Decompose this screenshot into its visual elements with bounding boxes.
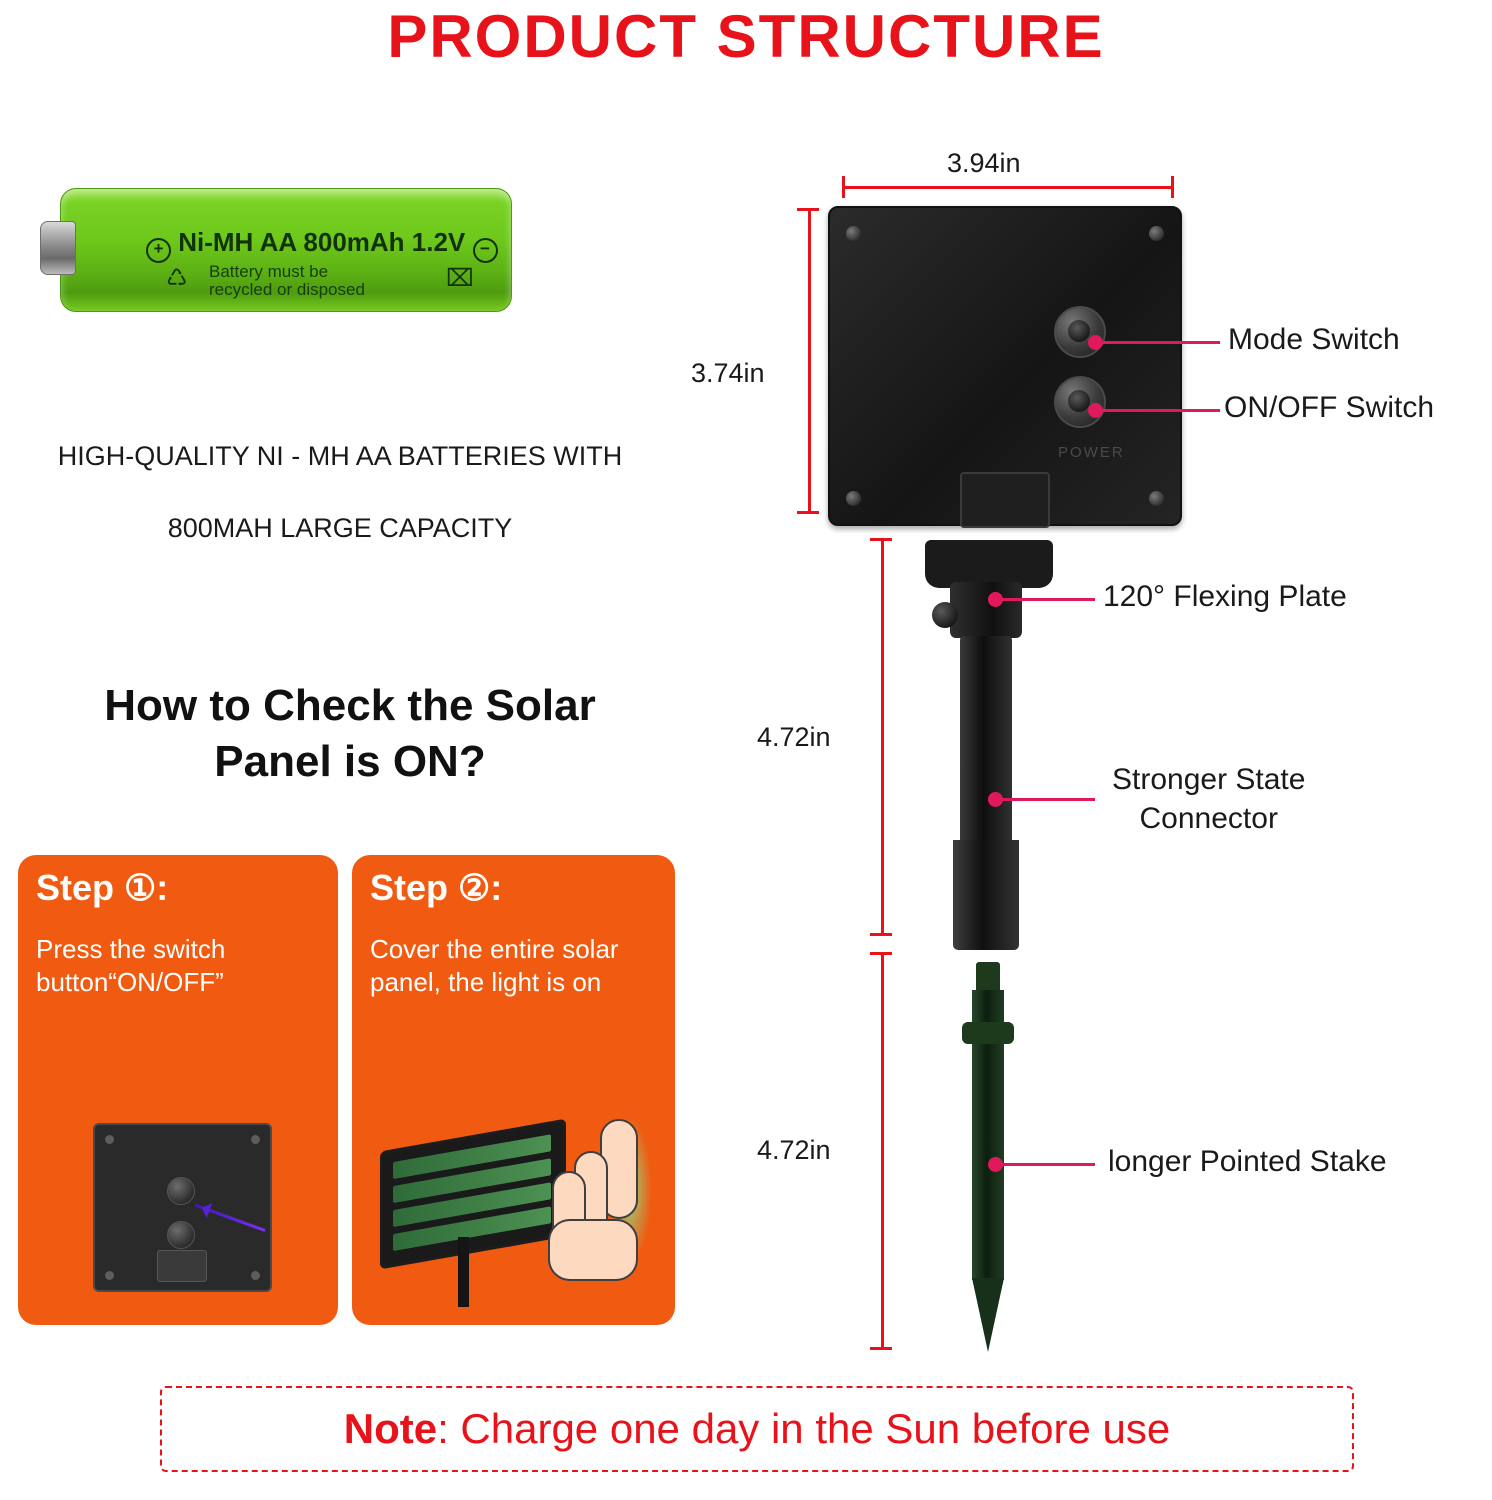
solar-panel-icon bbox=[380, 1119, 566, 1270]
screw-icon bbox=[846, 226, 861, 241]
dimension-label-width: 3.94in bbox=[947, 148, 1021, 178]
battery-caption-line2: 800MAH LARGE CAPACITY bbox=[167, 513, 513, 543]
step-1-panel-photo bbox=[93, 1123, 272, 1292]
mode-switch-button[interactable] bbox=[1054, 306, 1106, 358]
dimension-label-stake: 4.72in bbox=[757, 1135, 831, 1165]
dimension-tick bbox=[870, 933, 892, 936]
state-connector-lower-tube bbox=[953, 840, 1019, 950]
battery-illustration bbox=[38, 175, 513, 330]
screw-icon bbox=[105, 1135, 114, 1144]
solar-panel-pole bbox=[458, 1237, 469, 1307]
step-2-text: Cover the entire solar panel, the light is on bbox=[370, 934, 619, 997]
battery-minus-icon: − bbox=[473, 238, 498, 263]
battery-body bbox=[60, 188, 512, 312]
note-prefix: Note bbox=[343, 1405, 438, 1452]
screw-icon bbox=[251, 1271, 260, 1280]
callout-label-state-connector-line2: Connector bbox=[1139, 802, 1278, 835]
callout-label-onoff-switch: ON/OFF Switch bbox=[1224, 391, 1435, 424]
note-body: : Charge one day in the Sun before use bbox=[437, 1405, 1171, 1452]
screw-icon bbox=[1149, 226, 1164, 241]
dimension-line-panel-height bbox=[808, 208, 811, 514]
onoff-switch-button[interactable] bbox=[1054, 376, 1106, 428]
callout-line-flexing-plate bbox=[995, 598, 1095, 601]
screw-icon bbox=[1149, 491, 1164, 506]
callout-line-onoff-switch bbox=[1095, 409, 1220, 412]
page-title: PRODUCT STRUCTURE bbox=[387, 3, 1105, 70]
onoff-switch-button-mini[interactable] bbox=[167, 1221, 195, 1249]
recycle-icon: ♺ bbox=[166, 265, 188, 292]
power-label: POWER bbox=[1058, 444, 1125, 461]
flex-knob bbox=[932, 602, 958, 628]
flexing-plate bbox=[925, 540, 1053, 588]
stake-tip bbox=[972, 1278, 1004, 1352]
screw-icon bbox=[105, 1271, 114, 1280]
dimension-tick bbox=[870, 1347, 892, 1350]
step-card-1 bbox=[18, 855, 338, 1325]
hand-icon bbox=[544, 1115, 654, 1280]
howto-heading-line2: Panel is ON? bbox=[214, 737, 486, 786]
dimension-tick bbox=[1171, 176, 1174, 198]
dimension-tick bbox=[797, 208, 819, 211]
dimension-tick bbox=[870, 952, 892, 955]
callout-label-state-connector-line1: Stronger State bbox=[1112, 763, 1306, 796]
battery-caption bbox=[10, 420, 670, 564]
battery-disposal-note: Battery must be recycled or disposed bbox=[209, 262, 365, 299]
callout-label-flexing-plate: 120° Flexing Plate bbox=[1103, 580, 1347, 613]
dimension-line-width bbox=[842, 186, 1174, 189]
battery-plus-icon: + bbox=[146, 238, 171, 263]
dimension-label-pole: 4.72in bbox=[757, 722, 831, 752]
screw-icon bbox=[846, 491, 861, 506]
battery-positive-cap bbox=[40, 221, 76, 275]
pointer-arrow-icon bbox=[195, 1204, 266, 1232]
battery-spec: Ni-MH AA 800mAh 1.2V bbox=[178, 227, 466, 257]
screw-icon bbox=[251, 1135, 260, 1144]
step-1-text: Press the switch button“ON/OFF” bbox=[36, 934, 226, 997]
step-card-2 bbox=[352, 855, 675, 1325]
step-2-solar-panel-photo bbox=[372, 1105, 657, 1305]
battery-label-text bbox=[146, 227, 506, 263]
callout-line-mode-switch bbox=[1095, 341, 1220, 344]
solar-panel-back bbox=[828, 206, 1182, 526]
note-banner bbox=[160, 1386, 1354, 1472]
stake-collar bbox=[962, 1022, 1014, 1044]
state-connector-upper-tube bbox=[960, 636, 1012, 846]
callout-label-pointed-stake: longer Pointed Stake bbox=[1108, 1145, 1387, 1178]
mode-switch-button-mini[interactable] bbox=[167, 1177, 195, 1205]
dimension-tick bbox=[797, 511, 819, 514]
panel-tab bbox=[157, 1250, 207, 1282]
panel-mount-tab bbox=[960, 472, 1050, 528]
dimension-label-panel-height: 3.74in bbox=[691, 358, 765, 388]
callout-line-pointed-stake bbox=[995, 1163, 1095, 1166]
howto-heading bbox=[0, 678, 700, 790]
step-1-title: Step ①: bbox=[36, 867, 169, 908]
flex-neck bbox=[950, 582, 1022, 638]
callout-label-state-connector bbox=[1112, 760, 1305, 838]
dimension-line-stake bbox=[881, 952, 884, 1350]
callout-line-state-connector bbox=[995, 798, 1095, 801]
dimension-tick bbox=[870, 538, 892, 541]
dimension-line-pole bbox=[881, 538, 884, 936]
step-2-title: Step ②: bbox=[370, 867, 503, 908]
howto-heading-line1: How to Check the Solar bbox=[104, 681, 596, 730]
pointed-stake bbox=[962, 962, 1014, 1352]
battery-caption-line1: HIGH-QUALITY NI - MH AA BATTERIES WITH bbox=[57, 441, 623, 471]
no-bin-icon: ⌧ bbox=[446, 265, 474, 292]
dimension-tick bbox=[842, 176, 845, 198]
callout-label-mode-switch: Mode Switch bbox=[1228, 323, 1400, 356]
